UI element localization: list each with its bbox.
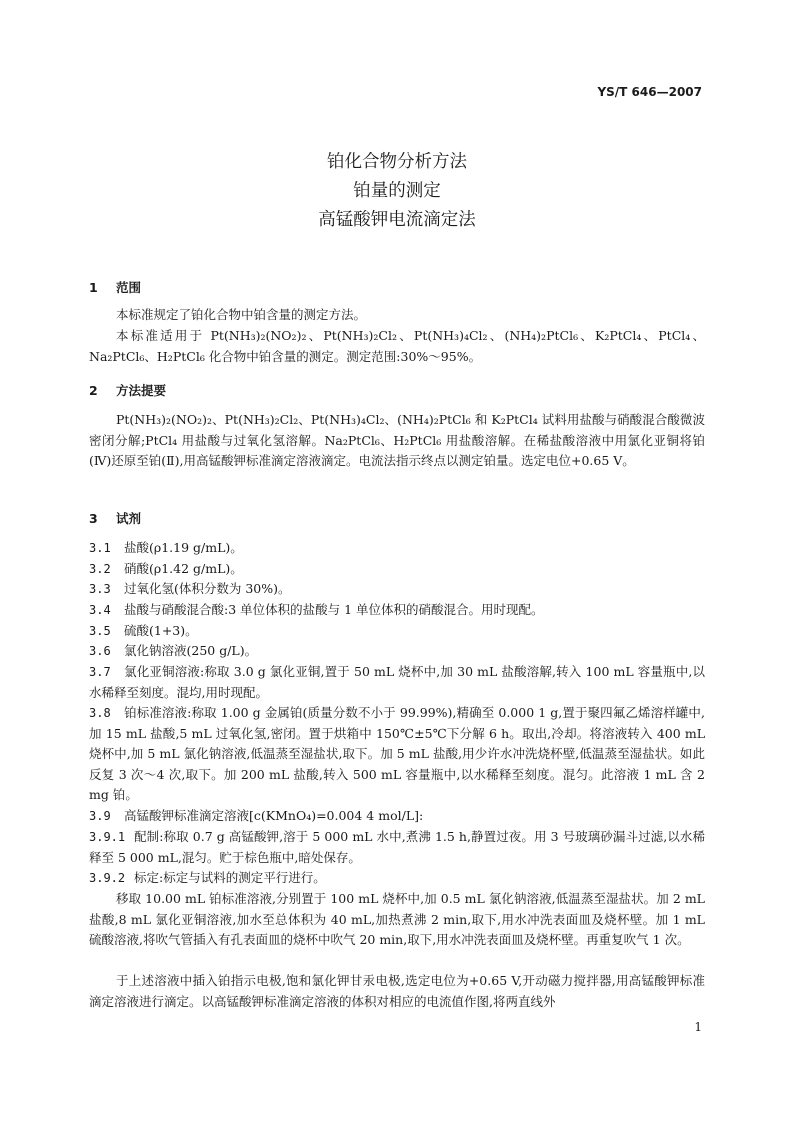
reagent-item: [89, 806, 705, 827]
calibration-paragraph-1: 移取 10.00 mL 铂标准溶液,分别置于 100 mL 烧杯中,加 0.5 mL 氯化钠溶液,低温蒸至湿盐状。加 2 mL 盐酸,8 mL 氯化亚铜溶液,加水至总体积为 40 mL,加热煮沸 2 min,取下,用水冲洗表面皿及烧杯壁。加 1 mL 硫酸溶液,将吹气管插入有孔表面皿的烧杯中吹气 20 min,取下,用水冲洗表面皿及烧杯壁。再重复吹气 1 次。: [89, 891, 705, 947]
section-number: 1: [89, 280, 98, 295]
item-text: 标定:标定与试料的测定平行进行。: [134, 870, 326, 885]
item-text: 硫酸(1+3)。: [124, 623, 198, 638]
standard-code: YS/T 646—2007: [597, 85, 702, 99]
section-title: 范围: [116, 280, 142, 295]
reagent-item: [89, 641, 705, 662]
section-1-paragraph-2: 本标准适用于 Pt(NH₃)₂(NO₂)₂、Pt(NH₃)₂Cl₂、Pt(NH₃)₄Cl₂、(NH₄)₂PtCl₆、K₂PtCl₄、PtCl₄、Na₂PtCl₆、H₂PtCl₆ 化合物中铂含量的测定。测定范围:30%～95%。: [89, 328, 705, 364]
reagent-item: [89, 703, 705, 806]
item-number: 3.5: [89, 624, 111, 638]
reagent-item: [89, 621, 705, 642]
item-number: 3.3: [89, 582, 111, 596]
title-line-3: 高锰酸钾电流滴定法: [318, 210, 476, 230]
section-1-paragraph-1: 本标准规定了铂化合物中铂含量的测定方法。: [116, 307, 367, 322]
calibration-paragraph-2: 于上述溶液中插入铂指示电极,饱和氯化钾甘汞电极,选定电位为+0.65 V,开动磁力搅拌器,用高锰酸钾标准滴定溶液进行滴定。以高锰酸钾标准滴定溶液的体积对相应的电流值作图,将两直线外: [89, 973, 705, 1009]
reagent-item: [89, 559, 705, 580]
item-number: 3.4: [89, 603, 111, 617]
item-text: 铂标准溶液:称取 1.00 g 金属铂(质量分数不小于 99.99%),精确至 0.000 1 g,置于聚四氟乙烯溶样罐中,加 15 mL 盐酸,5 mL 过氧化氢,密闭。置于烘箱中 150℃±5℃下分解 6 h。取出,冷却。将溶液转入 400 mL 烧杯中,加 5 mL 氯化钠溶液,低温蒸至湿盐状,取下。加 5 mL 盐酸,用少许水冲洗烧杯壁,低温蒸至湿盐状。如此反复 3 次～4 次,取下。加 200 mL 盐酸,转入 500 mL 容量瓶中,以水稀释至刻度。混匀。此溶液 1 mL 含 2 mg 铂。: [89, 705, 705, 802]
item-text: 氯化亚铜溶液:称取 3.0 g 氯化亚铜,置于 50 mL 烧杯中,加 30 mL 盐酸溶解,转入 100 mL 容量瓶中,以水稀释至刻度。混均,用时现配。: [89, 664, 705, 700]
section-1-heading: [89, 278, 141, 296]
item-text: 氯化钠溶液(250 g/L)。: [124, 643, 258, 658]
section-2-paragraph-1: Pt(NH₃)₂(NO₂)₂、Pt(NH₃)₂Cl₂、Pt(NH₃)₄Cl₂、(NH₄)₂PtCl₆ 和 K₂PtCl₄ 试料用盐酸与硝酸混合酸微波密闭分解;PtCl₄ 用盐酸与过氧化氢溶解。Na₂PtCl₆、H₂PtCl₆ 用盐酸溶解。在稀盐酸溶液中用氯化亚铜将铂(Ⅳ)还原至铂(Ⅱ),用高锰酸钾标准滴定溶液滴定。电流法指示终点以测定铂量。选定电位+0.65 V。: [89, 412, 705, 468]
item-number: 3.9.2: [89, 871, 126, 885]
reagent-item: [89, 662, 705, 703]
reagent-item: [89, 579, 705, 600]
section-2-heading: [89, 381, 166, 399]
reagent-item: [89, 868, 705, 889]
reagent-item: [89, 538, 705, 559]
item-text: 硝酸(ρ1.42 g/mL)。: [124, 561, 243, 576]
item-number: 3.9: [89, 809, 111, 823]
document-title: [0, 148, 794, 235]
item-number: 3.9.1: [89, 830, 126, 844]
item-text: 配制:称取 0.7 g 高锰酸钾,溶于 5 000 mL 水中,煮沸 1.5 h,静置过夜。用 3 号玻璃砂漏斗过滤,以水稀释至 5 000 mL,混匀。贮于棕色瓶中,暗处保存。: [89, 829, 705, 865]
item-number: 3.7: [89, 665, 111, 679]
title-line-2: 铂量的测定: [353, 181, 441, 201]
title-line-1: 铂化合物分析方法: [327, 152, 467, 172]
section-3-heading: [89, 509, 141, 527]
page-number: 1: [694, 1020, 702, 1034]
reagent-item: [89, 827, 705, 868]
reagent-item: [89, 600, 705, 621]
item-text: 高锰酸钾标准滴定溶液[c(KMnO₄)=0.004 4 mol/L]:: [124, 808, 424, 823]
item-number: 3.1: [89, 541, 111, 555]
item-number: 3.8: [89, 706, 111, 720]
section-number: 2: [89, 383, 98, 398]
section-title: 方法提要: [116, 383, 167, 398]
item-text: 盐酸与硝酸混合酸:3 单位体积的盐酸与 1 单位体积的硝酸混合。用时现配。: [124, 602, 544, 617]
item-number: 3.6: [89, 644, 111, 658]
item-number: 3.2: [89, 562, 111, 576]
section-number: 3: [89, 511, 98, 526]
item-text: 过氧化氢(体积分数为 30%)。: [124, 581, 291, 596]
section-title: 试剂: [116, 511, 142, 526]
item-text: 盐酸(ρ1.19 g/mL)。: [124, 540, 243, 555]
